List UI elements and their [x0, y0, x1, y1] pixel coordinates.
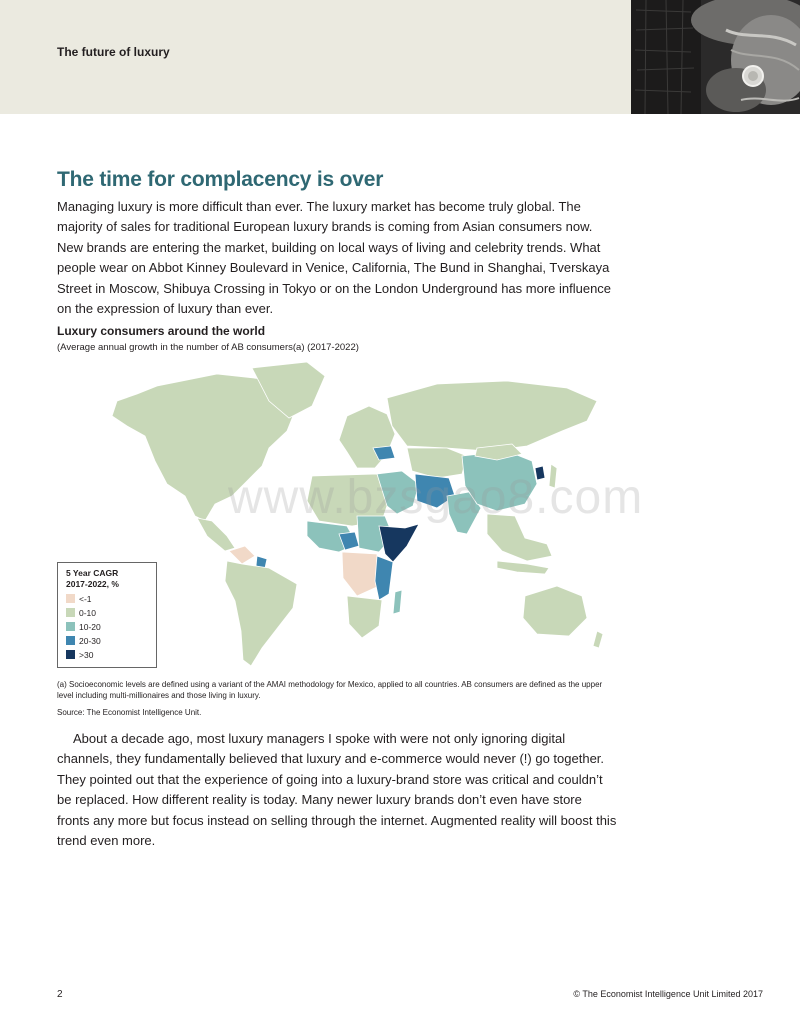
map-region-indonesia [497, 561, 549, 574]
legend-label: 0-10 [79, 607, 97, 618]
map-region-russia [387, 381, 597, 451]
map-region-new-zealand [593, 631, 603, 648]
body-paragraph: About a decade ago, most luxury managers I spoke with were not only ignoring digital channels, they fundamentally believed that luxury and e-commerce would never (!) go together. They pointed out that the experience of going into a luxury-brand store was critical and couldn’t be replaced. How different reality is today. Many newer luxury brands don’t even have store fronts any more but focus instead on selling through the internet. Augmented reality will boost this trend even more. [57, 731, 617, 849]
page-number: 2 [57, 989, 63, 1000]
legend-item [66, 635, 148, 646]
lead-paragraph: Managing luxury is more difficult than ever. The luxury market has become truly global. The majority of sales for traditional European luxury brands is coming from Asian consumers now. New brands are entering the market, building on local ways of living and celebrity trends. What people wear on Abbot Kinney Boulevard in Venice, California, The Bund in Shanghai, Tverskaya Street in Moscow, Shibuya Crossing in Tokyo or on the London Underground has more influence on the expression of luxury than ever. [57, 199, 612, 317]
report-title: The future of luxury [57, 45, 170, 59]
copyright: © The Economist Intelligence Unit Limited 2017 [573, 989, 763, 999]
legend-swatch [66, 636, 75, 645]
legend-label: <-1 [79, 593, 92, 604]
legend-swatch [66, 622, 75, 631]
legend-item [66, 607, 148, 618]
legend-item [66, 621, 148, 632]
legend-item [66, 593, 148, 604]
header-photo [631, 0, 800, 114]
map-region-south-america [225, 561, 297, 666]
legend-swatch [66, 650, 75, 659]
legend-title-line1: 5 Year CAGR [66, 568, 119, 578]
map-region-southern-africa [347, 596, 382, 638]
figure-title: Luxury consumers around the world [57, 324, 266, 338]
legend-title-line2: 2017-2022, % [66, 579, 119, 589]
map-region-madagascar [393, 590, 402, 614]
headline: The time for complacency is over [57, 168, 384, 191]
map-region-east-africa [375, 556, 393, 600]
legend-item [66, 649, 148, 660]
figure-footnote: (a) Socioeconomic levels are defined using a variant of the AMAI methodology for Mexico, applied to all countries. AB consumers are defined as the upper level including multi-millionaires and those living in luxury. [57, 680, 603, 700]
legend-label: 10-20 [79, 621, 101, 632]
figure-subtitle: (Average annual growth in the number of AB consumers(a) (2017-2022) [57, 342, 359, 353]
watermark: www.bzsgao8.com [228, 471, 644, 524]
legend-label: 20-30 [79, 635, 101, 646]
legend-swatch [66, 594, 75, 603]
map-region-australia [523, 586, 587, 636]
legend-label: >30 [79, 649, 94, 660]
map-region-horn-of-africa [379, 524, 419, 562]
map-legend [57, 562, 157, 668]
figure-source: Source: The Economist Intelligence Unit. [57, 708, 202, 717]
map-region-central-africa [342, 552, 379, 596]
legend-swatch [66, 608, 75, 617]
